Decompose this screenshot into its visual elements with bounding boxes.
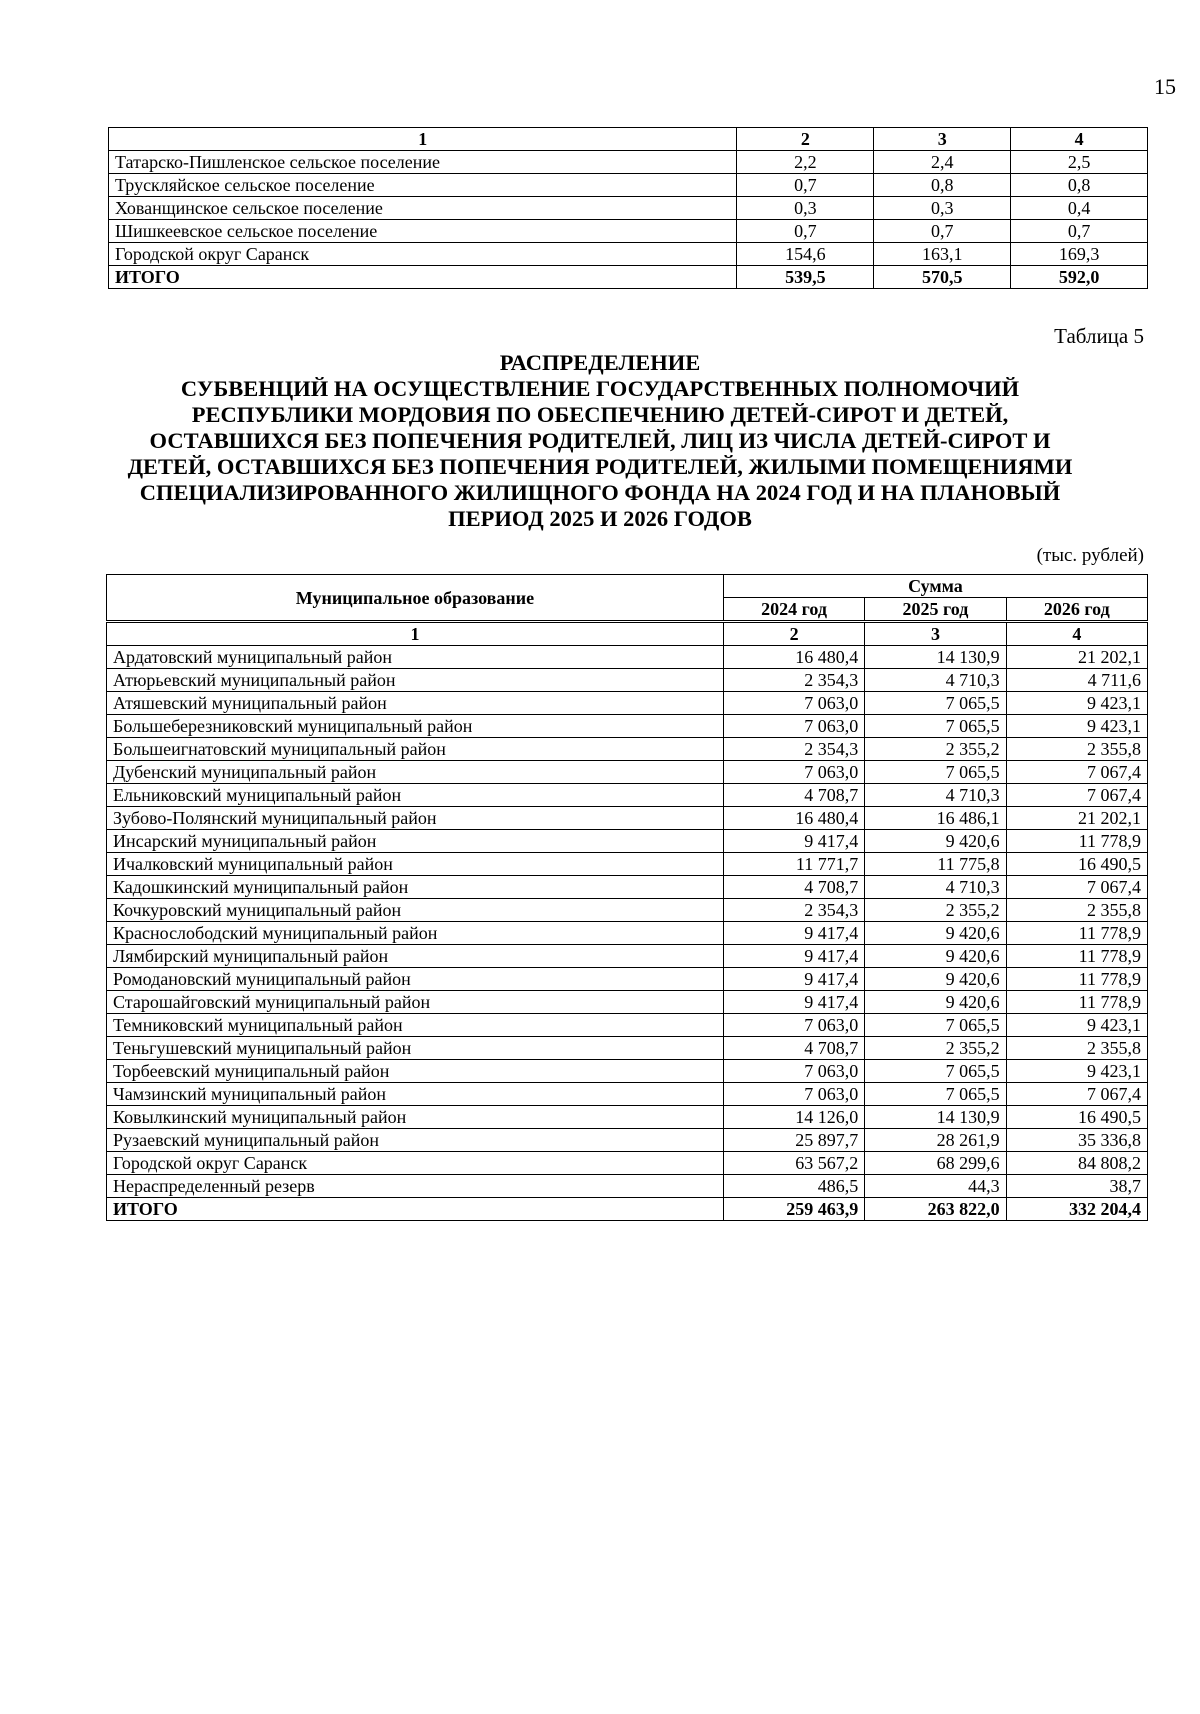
table-row [109,151,1148,174]
value-2024-cell: 16 480,4 [723,646,864,669]
table-row [107,692,1148,715]
value-2024-cell: 7 063,0 [723,761,864,784]
value-2024-cell: 0,7 [737,220,874,243]
municipality-cell: Рузаевский муниципальный район [107,1129,724,1152]
value-2024-cell: 2 354,3 [723,899,864,922]
value-2025-cell: 68 299,6 [865,1152,1006,1175]
column-index-cell: 1 [107,622,724,646]
value-2025-cell: 14 130,9 [865,1106,1006,1129]
municipality-cell: Хованщинское сельское поселение [109,197,737,220]
value-2024-cell: 25 897,7 [723,1129,864,1152]
value-2026-cell: 7 067,4 [1006,876,1147,899]
value-2026-cell: 2,5 [1011,151,1148,174]
value-2024-cell: 9 417,4 [723,968,864,991]
value-2025-cell: 7 065,5 [865,761,1006,784]
municipality-cell: Городской округ Саранск [109,243,737,266]
table-row [107,715,1148,738]
municipality-cell: Ельниковский муниципальный район [107,784,724,807]
header-year: 2026 год [1006,598,1147,622]
value-2024-cell: 259 463,9 [723,1198,864,1221]
total-row [109,266,1148,289]
value-2024-cell: 9 417,4 [723,830,864,853]
value-2024-cell: 9 417,4 [723,991,864,1014]
table-row [107,761,1148,784]
municipality-cell: Лямбирский муниципальный район [107,945,724,968]
municipality-cell: ИТОГО [109,266,737,289]
table-row [107,1083,1148,1106]
municipality-cell: Краснослободский муниципальный район [107,922,724,945]
value-2025-cell: 163,1 [874,243,1011,266]
value-2026-cell: 0,4 [1011,197,1148,220]
value-2024-cell: 2 354,3 [723,669,864,692]
column-index-cell: 2 [737,128,874,151]
table-row [107,1129,1148,1152]
municipality-cell: Ичалковский муниципальный район [107,853,724,876]
value-2025-cell: 9 420,6 [865,968,1006,991]
header-year: 2024 год [723,598,864,622]
value-2025-cell: 44,3 [865,1175,1006,1198]
title-line: РАСПРЕДЕЛЕНИЕ [499,350,701,375]
column-index-cell: 4 [1011,128,1148,151]
column-index-cell: 1 [109,128,737,151]
table-row [107,899,1148,922]
table-row [107,968,1148,991]
value-2026-cell: 2 355,8 [1006,738,1147,761]
value-2024-cell: 7 063,0 [723,692,864,715]
table-row [107,1175,1148,1198]
value-2026-cell: 11 778,9 [1006,945,1147,968]
value-2025-cell: 4 710,3 [865,669,1006,692]
value-2024-cell: 16 480,4 [723,807,864,830]
title-line: ДЕТЕЙ, ОСТАВШИХСЯ БЕЗ ПОПЕЧЕНИЯ РОДИТЕЛЕЙ, ЖИЛЫМИ ПОМЕЩЕНИЯМИ [127,454,1073,479]
column-index-cell: 3 [874,128,1011,151]
value-2026-cell: 332 204,4 [1006,1198,1147,1221]
table-row [109,174,1148,197]
distribution-table-body [107,575,1148,1221]
table-row [107,1152,1148,1175]
value-2026-cell: 9 423,1 [1006,692,1147,715]
header-sum: Сумма [723,575,1147,598]
distribution-table [106,574,1148,1221]
table-row [109,243,1148,266]
value-2025-cell: 7 065,5 [865,1060,1006,1083]
municipality-cell: Нераспределенный резерв [107,1175,724,1198]
page-number: 15 [1154,74,1176,99]
unit-note: (тыс. рублей) [1036,545,1144,566]
value-2026-cell: 7 067,4 [1006,761,1147,784]
table-row [107,646,1148,669]
value-2025-cell: 263 822,0 [865,1198,1006,1221]
continuation-table-body [109,128,1148,289]
table-row [107,922,1148,945]
municipality-cell: Инсарский муниципальный район [107,830,724,853]
title-line: ПЕРИОД 2025 И 2026 ГОДОВ [448,506,752,531]
municipality-cell: Большеберезниковский муниципальный район [107,715,724,738]
column-index-cell: 4 [1006,622,1147,646]
value-2025-cell: 7 065,5 [865,692,1006,715]
title-line: РЕСПУБЛИКИ МОРДОВИЯ ПО ОБЕСПЕЧЕНИЮ ДЕТЕЙ-СИРОТ И ДЕТЕЙ, [191,402,1009,427]
value-2025-cell: 2 355,2 [865,1037,1006,1060]
value-2025-cell: 9 420,6 [865,830,1006,853]
municipality-cell: Старошайговский муниципальный район [107,991,724,1014]
value-2025-cell: 7 065,5 [865,715,1006,738]
value-2025-cell: 9 420,6 [865,922,1006,945]
table-row [109,220,1148,243]
value-2025-cell: 7 065,5 [865,1083,1006,1106]
value-2024-cell: 14 126,0 [723,1106,864,1129]
value-2025-cell: 16 486,1 [865,807,1006,830]
document-title [60,350,1140,532]
municipality-cell: Ковылкинский муниципальный район [107,1106,724,1129]
table-row [107,1060,1148,1083]
value-2026-cell: 592,0 [1011,266,1148,289]
value-2026-cell: 11 778,9 [1006,991,1147,1014]
header-year: 2025 год [865,598,1006,622]
value-2025-cell: 2 355,2 [865,738,1006,761]
municipality-cell: Ромодановский муниципальный район [107,968,724,991]
value-2025-cell: 4 710,3 [865,876,1006,899]
value-2025-cell: 0,8 [874,174,1011,197]
municipality-cell: Городской округ Саранск [107,1152,724,1175]
table-row [107,807,1148,830]
municipality-cell: Чамзинский муниципальный район [107,1083,724,1106]
value-2025-cell: 0,3 [874,197,1011,220]
total-row [107,1198,1148,1221]
value-2026-cell: 16 490,5 [1006,853,1147,876]
value-2026-cell: 4 711,6 [1006,669,1147,692]
value-2025-cell: 14 130,9 [865,646,1006,669]
value-2026-cell: 38,7 [1006,1175,1147,1198]
value-2026-cell: 7 067,4 [1006,784,1147,807]
municipality-cell: Татарско-Пишленское сельское поселение [109,151,737,174]
value-2026-cell: 11 778,9 [1006,968,1147,991]
municipality-cell: ИТОГО [107,1198,724,1221]
value-2026-cell: 9 423,1 [1006,715,1147,738]
title-line: СПЕЦИАЛИЗИРОВАННОГО ЖИЛИЩНОГО ФОНДА НА 2024 ГОД И НА ПЛАНОВЫЙ [139,480,1061,505]
value-2026-cell: 21 202,1 [1006,646,1147,669]
title-line: ОСТАВШИХСЯ БЕЗ ПОПЕЧЕНИЯ РОДИТЕЛЕЙ, ЛИЦ ИЗ ЧИСЛА ДЕТЕЙ-СИРОТ И [149,428,1051,453]
table-row [107,945,1148,968]
municipality-cell: Ардатовский муниципальный район [107,646,724,669]
value-2026-cell: 7 067,4 [1006,1083,1147,1106]
municipality-cell: Дубенский муниципальный район [107,761,724,784]
value-2024-cell: 7 063,0 [723,1083,864,1106]
value-2026-cell: 2 355,8 [1006,1037,1147,1060]
value-2024-cell: 9 417,4 [723,922,864,945]
value-2024-cell: 2 354,3 [723,738,864,761]
value-2024-cell: 7 063,0 [723,1060,864,1083]
municipality-cell: Кочкуровский муниципальный район [107,899,724,922]
value-2024-cell: 486,5 [723,1175,864,1198]
value-2024-cell: 154,6 [737,243,874,266]
table-row [107,1037,1148,1060]
municipality-cell: Торбеевский муниципальный район [107,1060,724,1083]
value-2026-cell: 16 490,5 [1006,1106,1147,1129]
column-index-row [109,128,1148,151]
municipality-cell: Атяшевский муниципальный район [107,692,724,715]
value-2025-cell: 9 420,6 [865,945,1006,968]
value-2026-cell: 9 423,1 [1006,1060,1147,1083]
table-row [109,197,1148,220]
municipality-cell: Кадошкинский муниципальный район [107,876,724,899]
value-2024-cell: 4 708,7 [723,876,864,899]
table-row [107,991,1148,1014]
table-row [107,830,1148,853]
municipality-cell: Зубово-Полянский муниципальный район [107,807,724,830]
municipality-cell: Трускляйское сельское поселение [109,174,737,197]
table-row [107,876,1148,899]
value-2026-cell: 9 423,1 [1006,1014,1147,1037]
value-2024-cell: 4 708,7 [723,784,864,807]
value-2026-cell: 0,8 [1011,174,1148,197]
table-label: Таблица 5 [1054,324,1144,348]
table-row [107,853,1148,876]
value-2025-cell: 11 775,8 [865,853,1006,876]
continuation-table [108,127,1148,289]
value-2025-cell: 2,4 [874,151,1011,174]
value-2026-cell: 2 355,8 [1006,899,1147,922]
table-row [107,1106,1148,1129]
value-2024-cell: 11 771,7 [723,853,864,876]
municipality-cell: Шишкеевское сельское поселение [109,220,737,243]
value-2024-cell: 0,3 [737,197,874,220]
value-2026-cell: 35 336,8 [1006,1129,1147,1152]
title-line: СУБВЕНЦИЙ НА ОСУЩЕСТВЛЕНИЕ ГОСУДАРСТВЕННЫХ ПОЛНОМОЧИЙ [180,376,1020,401]
value-2024-cell: 63 567,2 [723,1152,864,1175]
column-index-cell: 2 [723,622,864,646]
municipality-cell: Большеигнатовский муниципальный район [107,738,724,761]
value-2024-cell: 4 708,7 [723,1037,864,1060]
column-index-row [107,622,1148,646]
value-2025-cell: 2 355,2 [865,899,1006,922]
municipality-cell: Темниковский муниципальный район [107,1014,724,1037]
header-row [107,575,1148,598]
value-2025-cell: 28 261,9 [865,1129,1006,1152]
value-2026-cell: 84 808,2 [1006,1152,1147,1175]
value-2025-cell: 9 420,6 [865,991,1006,1014]
value-2026-cell: 11 778,9 [1006,830,1147,853]
column-index-cell: 3 [865,622,1006,646]
value-2024-cell: 7 063,0 [723,1014,864,1037]
table-row [107,738,1148,761]
table-row [107,669,1148,692]
value-2026-cell: 21 202,1 [1006,807,1147,830]
value-2025-cell: 0,7 [874,220,1011,243]
header-municipality: Муниципальное образование [107,575,724,622]
value-2024-cell: 9 417,4 [723,945,864,968]
table-row [107,1014,1148,1037]
table-row [107,784,1148,807]
value-2025-cell: 570,5 [874,266,1011,289]
value-2025-cell: 4 710,3 [865,784,1006,807]
value-2024-cell: 539,5 [737,266,874,289]
value-2024-cell: 0,7 [737,174,874,197]
value-2026-cell: 169,3 [1011,243,1148,266]
value-2026-cell: 0,7 [1011,220,1148,243]
municipality-cell: Атюрьевский муниципальный район [107,669,724,692]
municipality-cell: Теньгушевский муниципальный район [107,1037,724,1060]
value-2026-cell: 11 778,9 [1006,922,1147,945]
value-2024-cell: 7 063,0 [723,715,864,738]
value-2025-cell: 7 065,5 [865,1014,1006,1037]
value-2024-cell: 2,2 [737,151,874,174]
